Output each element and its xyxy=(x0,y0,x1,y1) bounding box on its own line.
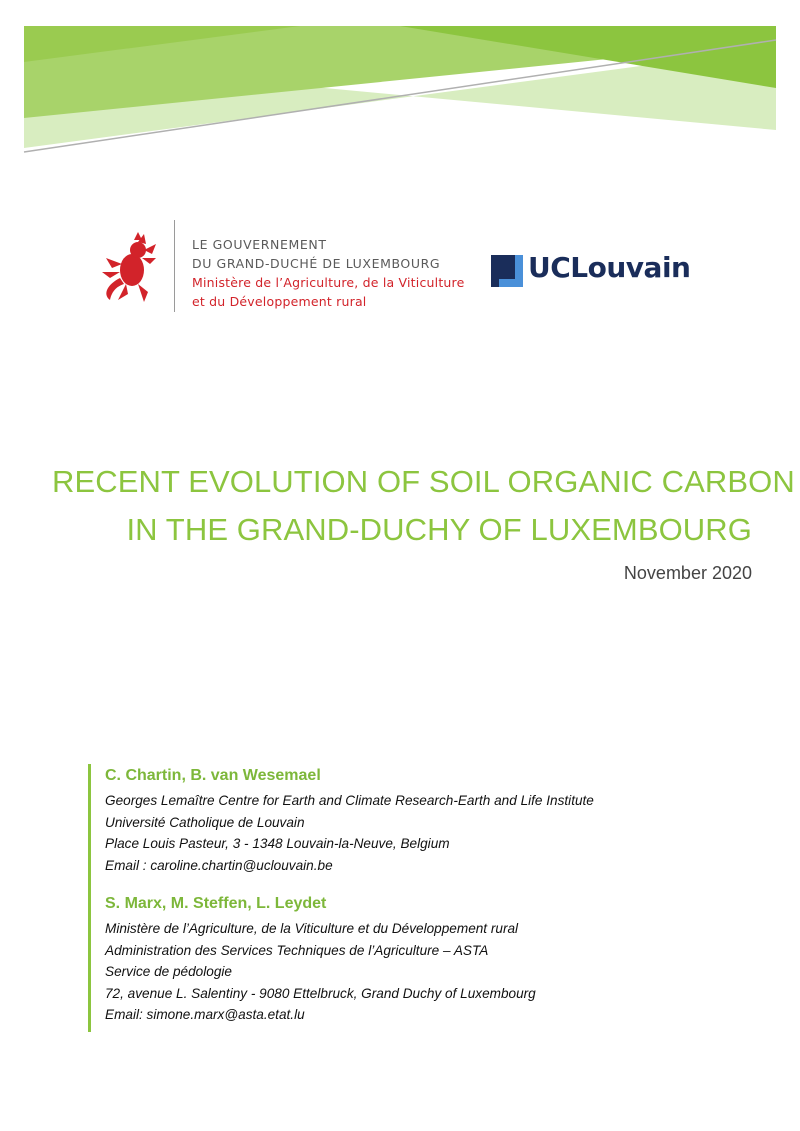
document-title xyxy=(52,458,795,554)
title-line-2: IN THE GRAND-DUCHY OF LUXEMBOURG xyxy=(126,512,752,547)
ucl-square-icon xyxy=(491,255,523,287)
government-name-line2: DU GRAND-DUCHÉ DE LUXEMBOURG xyxy=(192,256,441,271)
author-group-ucl xyxy=(105,764,728,876)
ministry-name-line1: Ministère de l’Agriculture, de la Viticulture xyxy=(192,275,465,290)
authors-block xyxy=(88,764,728,1032)
author-email: Email : caroline.chartin@uclouvain.be xyxy=(105,857,333,873)
header-decorative-band xyxy=(0,0,800,160)
author-names: C. Chartin, B. van Wesemael xyxy=(105,767,321,784)
logos-row xyxy=(98,220,718,315)
author-group-asta xyxy=(105,892,728,1026)
author-names: S. Marx, M. Steffen, L. Leydet xyxy=(105,895,327,912)
ministry-name-line2: et du Développement rural xyxy=(192,294,367,309)
publication-date: November 2020 xyxy=(623,563,752,583)
author-email: Email: simone.marx@asta.etat.lu xyxy=(105,1007,305,1022)
government-name-line1: LE GOUVERNEMENT xyxy=(192,237,327,252)
affiliation-line: Ministère de l’Agriculture, de la Viticulture et du Développement rural xyxy=(105,921,519,936)
government-logo-text xyxy=(192,235,465,311)
uclouvain-wordmark: UCLouvain xyxy=(528,251,691,284)
uclouvain-logo xyxy=(491,253,701,289)
affiliation-line: 72, avenue L. Salentiny - 9080 Ettelbruck, Grand Duchy of Luxembourg xyxy=(105,985,536,1001)
affiliation-line: Administration des Services Techniques de l’Agriculture – ASTA xyxy=(105,942,489,958)
affiliation-line: Université Catholique de Louvain xyxy=(105,814,305,830)
affiliation-line: Place Louis Pasteur, 3 - 1348 Louvain-la-Neuve, Belgium xyxy=(105,836,450,851)
government-logo-divider xyxy=(174,220,175,312)
red-lion-icon xyxy=(98,228,160,304)
affiliation-line: Georges Lemaître Centre for Earth and Climate Research-Earth and Life Institute xyxy=(105,793,594,808)
affiliation-line: Service de pédologie xyxy=(105,964,232,979)
title-line-1: RECENT EVOLUTION OF SOIL ORGANIC CARBON xyxy=(52,464,795,499)
